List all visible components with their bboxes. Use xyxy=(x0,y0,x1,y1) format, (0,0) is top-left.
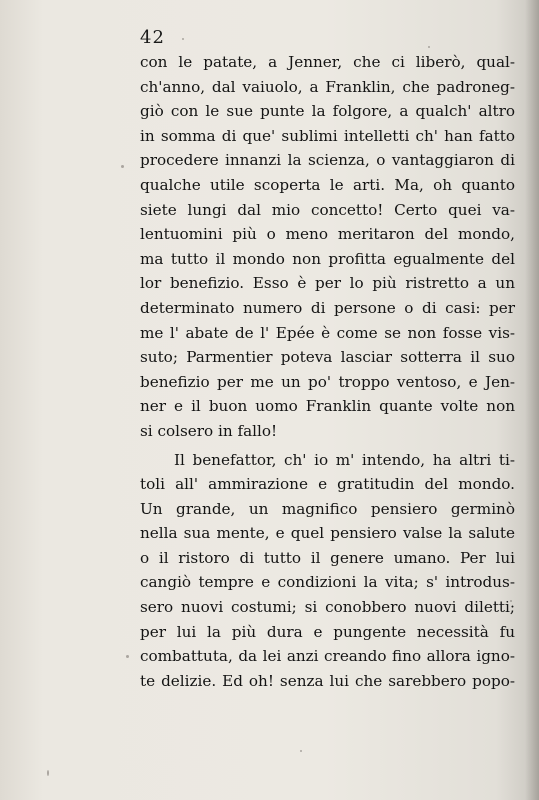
text-line: si colsero in fallo! xyxy=(140,421,278,440)
text-line: con le patate, a Jenner, che ci liberò, qual- xyxy=(140,53,515,71)
text-line: cangiò tempre e condizioni la vita; s' introdus- xyxy=(140,573,515,592)
paper-speck xyxy=(47,770,49,776)
paragraph-2 xyxy=(140,448,515,694)
text-line: me l' abate de l' Epée è come se non fosse vis- xyxy=(140,323,515,342)
text-line: suto; Parmentier poteva lasciar sotterra il suo xyxy=(140,348,515,367)
text-line: in somma di que' sublimi intelletti ch' han fatto xyxy=(140,126,515,145)
text-line: ch'anno, dal vaiuolo, a Franklin, che padroneg- xyxy=(140,77,515,96)
page-edge-shadow xyxy=(525,0,539,800)
paper-speck xyxy=(121,165,124,168)
page-number: 42 xyxy=(140,27,165,48)
text-line: qualche utile scoperta le arti. Ma, oh quanto xyxy=(140,175,515,194)
text-line: ner e il buon uomo Franklin quante volte non xyxy=(140,397,515,416)
text-line: siete lungi dal mio concetto! Certo quei va- xyxy=(140,200,515,219)
text-line: nella sua mente, e quel pensiero valse la salute xyxy=(140,524,515,543)
text-line: sero nuovi costumi; si conobbero nuovi diletti; xyxy=(140,598,515,617)
paper-speck xyxy=(182,38,184,40)
text-line: determinato numero di persone o di casi: per xyxy=(140,298,515,317)
text-line: giò con le sue punte la folgore, a qualch' altro xyxy=(140,102,515,121)
text-line: lor benefizio. Esso è per lo più ristretto a un xyxy=(140,274,515,293)
paper-speck xyxy=(510,600,512,602)
paper-speck xyxy=(428,46,430,48)
paper-speck xyxy=(300,750,302,752)
text-line: benefizio per me un po' troppo ventoso, e Jen- xyxy=(140,372,515,391)
text-line: per lui la più dura e pungente necessità fu xyxy=(140,622,515,641)
text-line: te delizie. Ed oh! senza lui che sarebbero popo- xyxy=(140,671,515,690)
text-line: lentuomini più o meno meritaron del mondo, xyxy=(140,225,515,244)
paragraph-1 xyxy=(140,50,515,444)
text-line: ma tutto il mondo non profitta egualmente del xyxy=(140,249,515,268)
text-line: Il benefattor, ch' io m' intendo, ha altri ti- xyxy=(174,450,515,469)
text-line: toli all' ammirazione e gratitudin del mondo. xyxy=(140,475,515,494)
text-line: combattuta, da lei anzi creando fino allora igno- xyxy=(140,647,515,666)
text-line: o il ristoro di tutto il genere umano. Per lui xyxy=(140,548,515,567)
text-line: Un grande, un magnifico pensiero germinò xyxy=(140,499,515,518)
text-line: procedere innanzi la scienza, o vantaggiaron di xyxy=(140,151,515,170)
paper-speck xyxy=(126,655,129,658)
body-text xyxy=(140,50,515,693)
